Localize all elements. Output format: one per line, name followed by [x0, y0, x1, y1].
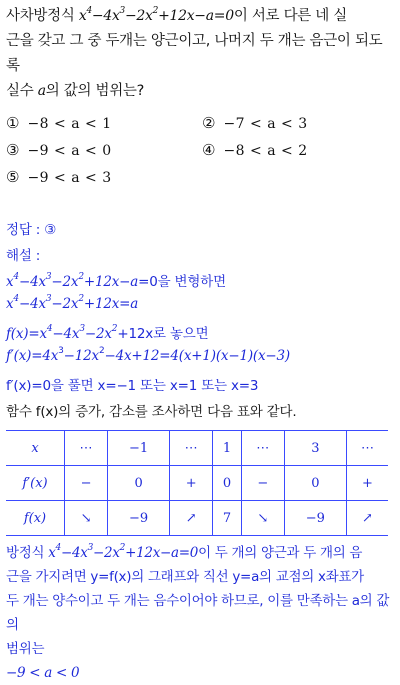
final-answer: −9 < a < 0	[6, 665, 80, 681]
decreasing-arrow-icon: ↘	[80, 510, 92, 526]
option-1[interactable]: ① −8 < a < 1	[6, 114, 112, 132]
question-line-3: 실수 a의 값의 범위는?	[6, 83, 145, 99]
option-4[interactable]: ④ −8 < a < 2	[202, 141, 308, 159]
question-text-1: 이 서로 다른 네 실	[233, 8, 348, 24]
conclusion-line-2: 근을 가지려면 y=f(x)의 그래프와 직선 y=a의 교점의 x좌표가	[6, 569, 364, 585]
increasing-arrow-icon: ↗	[362, 510, 373, 526]
question-equation: $x^4-4x^3-2x^2+12x-a=0$	[78, 6, 234, 24]
conclusion	[6, 541, 394, 685]
answer-label: 정답 : ③	[6, 222, 57, 238]
solution-line-2: $x^4-4x^3-2x^2+12x=a$	[6, 294, 139, 312]
option-3[interactable]: ③ −9 < a < 0	[6, 141, 112, 159]
explanation-label: 해설 :	[6, 248, 41, 264]
option-5[interactable]: ⑤ −9 < a < 3	[6, 168, 112, 186]
conclusion-line-3: 두 개는 양수이고 두 개는 음수이어야 하므로, 이를 만족하는 a의 값의	[6, 593, 390, 633]
solution-line-4: $f'(x)=4x^3-12x^2-4x+12=4(x+1)(x-1)(x-3)$	[6, 346, 290, 364]
conclusion-line-1: 방정식 $x^4-4x^3-2x^2+12x-a=0$이 두 개의 양근과 두 개의 음	[6, 543, 363, 561]
solution-line-5: f′(x)=0을 풀면 x=−1 또는 x=1 또는 x=3	[6, 378, 259, 394]
table-row-fprime: f′(x) − 0 + 0 − 0 +	[6, 466, 388, 501]
question-line-1	[6, 4, 396, 29]
table-row-x: x ⋯ −1 ⋯ 1 ⋯ 3 ⋯	[6, 431, 388, 466]
solution-line-1: $x^4-4x^3-2x^2+12x-a=0$을 변형하면	[6, 272, 226, 290]
option-2[interactable]: ② −7 < a < 3	[202, 114, 308, 132]
table-row-f: f(x) ↘ −9 ↗ 7 ↘ −9 ↗	[6, 501, 388, 536]
solution-line-3: $f(x)=x^4-4x^3-2x^2+12x$로 놓으면	[6, 324, 209, 342]
variation-table	[6, 430, 388, 536]
question-line-2: 근을 갖고 그 중 두개는 양근이고, 나머지 두 개는 음근이 되도록	[6, 33, 383, 74]
conclusion-line-4: 범위는	[6, 641, 45, 657]
question-prefix: 사차방정식	[6, 8, 75, 24]
increasing-arrow-icon: ↗	[185, 510, 197, 526]
solution-line-6: 함수 f(x)의 증가, 감소를 조사하면 다음 표와 같다.	[6, 404, 297, 420]
decreasing-arrow-icon: ↘	[257, 510, 269, 526]
question	[6, 4, 396, 104]
